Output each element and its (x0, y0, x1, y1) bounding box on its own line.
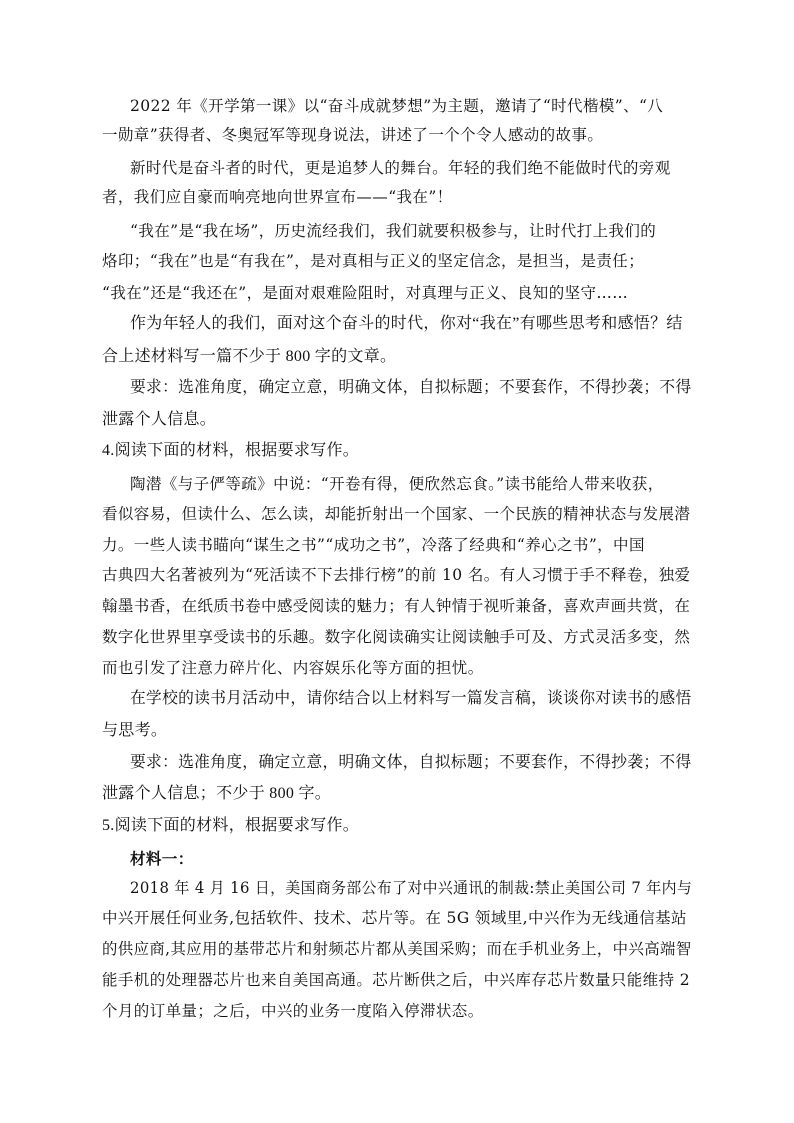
q3-prompt-line1: 作为年轻人的我们，面对这个奋斗的时代，你对“我在”有哪些思考和感悟？结 (130, 315, 683, 332)
q4-material-line5: 翰墨书香，在纸质书卷中感受阅读的魅力；有人钟情于视听兼备，喜欢声画共赏，在 (102, 597, 691, 615)
q5-material1-line5: 个月的订单量；之后，中兴的业务一度陷入停滞状态。 (102, 1002, 484, 1020)
q4-prompt-line1: 在学校的读书月活动中，请你结合以上材料写一篇发言稿，谈谈你对读书的感悟 (130, 690, 692, 707)
q4-requirements-line1: 要求：选准角度，确定立意，明确文体，自拟标题；不要套作，不得抄袭；不得 (130, 754, 692, 771)
q3-p3-line3: “我在”还是“我还在”，是面对艰难险阻时，对真理与正义、良知的坚守…… (102, 284, 629, 302)
q5-material1-line2: 中兴开展任何业务,包括软件、技术、芯片等。在 5G 领域里,中兴作为无线通信基站 (102, 909, 687, 927)
q4-material-line2: 看似容易，但读什么、怎么读，却能折射出一个国家、一个民族的精神状态与发展潜 (102, 505, 691, 523)
q4-material-line6: 数字化世界里享受读书的乐趣。数字化阅读确实让阅读触手可及、方式灵活多变，然 (102, 628, 691, 646)
q3-p3-line1: “我在”是“我在场”，历史流经我们，我们就要积极参与，让时代打上我们的 (130, 222, 657, 240)
q3-p2-line2: 者，我们应自豪而响亮地向世界宣布——“我在”！ (102, 188, 453, 206)
q3-requirements-line2: 泄露个人信息。 (102, 411, 217, 428)
q5-material1-line3: 的供应商,其应用的基带芯片和射频芯片都从美国采购；而在手机业务上，中兴高端智 (102, 940, 692, 958)
q4-requirements-line2: 泄露个人信息；不少于 800 字。 (102, 785, 332, 802)
q5-material1-label: 材料一： (130, 849, 194, 868)
q3-requirements-line1: 要求：选准角度，确定立意，明确文体，自拟标题；不要套作，不得抄袭；不得 (130, 379, 692, 396)
q4-prompt-line2: 与思考。 (102, 722, 168, 739)
q4-material-line3: 力。一些人读书瞄向“谋生之书”“成功之书”，冷落了经典和“养心之书”，中国 (102, 536, 645, 554)
q3-p1-line2: 一勋章”获得者、冬奥冠军等现身说法，讲述了一个个令人感动的故事。 (102, 126, 604, 144)
q4-material-line1: 陶潜《与子俨等疏》中说：“开卷有得，便欣然忘食。”读书能给人带来收获， (130, 475, 664, 493)
q3-p3-line2: 烙印；“我在”也是“有我在”，是对真相与正义的坚定信念，是担当，是责任； (102, 252, 645, 270)
q5-material1-line1: 2018 年 4 月 16 日，美国商务部公布了对中兴通讯的制裁:禁止美国公司 7 年内与 (130, 879, 693, 897)
q5-heading: 5.阅读下面的材料，根据要求写作。 (102, 817, 360, 834)
q4-material-line4: 古典四大名著被列为“死活读不下去排行榜”的前 10 名。有人习惯于手不释卷，独爱 (102, 566, 691, 584)
q4-heading: 4.阅读下面的材料，根据要求写作。 (102, 442, 360, 459)
q5-material1-line4: 能手机的处理器芯片也来自美国高通。芯片断供之后，中兴库存芯片数量只能维持 2 (102, 971, 690, 989)
q3-prompt-line2: 合上述材料写一篇不少于 800 字的文章。 (102, 348, 397, 365)
q3-p2-line1: 新时代是奋斗者的时代，更是追梦人的舞台。年轻的我们绝不能做时代的旁观 (130, 159, 671, 177)
q3-p1-line1: 2022 年《开学第一课》以“奋斗成就梦想”为主题，邀请了“时代楷模”、“八 (130, 97, 664, 115)
q4-material-line7: 而也引发了注意力碎片化、内容娱乐化等方面的担忧。 (102, 659, 484, 677)
